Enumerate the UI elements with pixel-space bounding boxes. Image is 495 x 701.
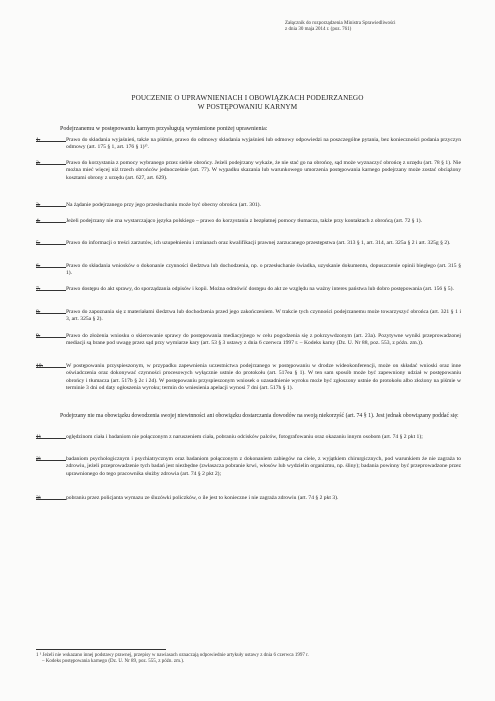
- obligation-item: [36, 495, 461, 502]
- right-item: [36, 160, 461, 182]
- right-text: Na żądanie podejrzanego przy jego przesłuchaniu może być obecny obrońca (art. 301).: [66, 202, 261, 208]
- header-line-2: z dnia 30 maja 2014 r. (poz. 761): [285, 27, 352, 32]
- right-text: Jeżeli podejrzany nie zna wystarczająco języka polskiego – prawo do korzystania z bezpłatnej pomocy tłumacza, także przy kontaktach z obrońcą (art. 72 § 1).: [66, 218, 422, 224]
- obligation-text: badaniom psychologicznym i psychiatrycznym oraz badaniom połączonym z dokonaniem zabiegów na ciele, z wyjątkiem chirurgicznych, pod warunkiem że nie zagraża to zdrowiu, jeżeli przeprowadzenie tych badań jest niezbędne (zwłaszcza pobranie krwi, włosów lub wydzielin organizmu, np. śliny); badania powinny być przeprowadzone przez uprawnionego do tego pracownika służby zdrowia (art. 74 § 2 pkt 2);: [66, 456, 461, 477]
- document-title: [40, 94, 455, 112]
- right-number: 2.: [36, 160, 41, 166]
- right-item: [36, 363, 461, 393]
- right-number: 4.: [36, 218, 41, 224]
- right-number: 8.: [36, 309, 41, 315]
- right-number: 1.: [36, 137, 41, 143]
- right-item: [36, 240, 450, 247]
- right-number: 7.: [36, 286, 41, 292]
- header-annotation: [285, 21, 485, 33]
- footnote: [36, 653, 466, 666]
- obligation-number: 2): [36, 456, 41, 462]
- obligation-number: 3): [36, 495, 41, 501]
- obligation-number: 1): [36, 434, 41, 440]
- footnote-line-2: – Kodeks postępowania karnego (Dz. U. Nr 89, poz. 555, z późn. zm.).: [42, 659, 185, 665]
- title-line-2: W POSTĘPOWANIU KARNYM: [197, 103, 298, 111]
- right-number: 3.: [36, 202, 41, 208]
- title-line-1: POUCZENIE O UPRAWNIENIACH I OBOWIĄZKACH PODEJRZANEGO: [131, 94, 364, 102]
- right-number: 10.: [36, 363, 43, 369]
- right-text: Prawo do składania wniosków o dokonanie czynności śledztwa lub dochodzenia, np. o przesłuchanie świadka, uzyskanie dokumentu, dopuszczenie opinii biegłego (art. 315 § 1).: [66, 263, 461, 277]
- obligation-item: [36, 434, 461, 441]
- right-text: W postępowaniu przyspieszonym, w przypadku zapewnienia uczestnictwa podejrzanego w postępowaniu w drodze wideokonferencji, może on składać wnioski oraz inne oświadczenia oraz dokonywać czynności procesowych wyłącznie ustnie do protokołu (art. 517ea § 1). W ten sam sposób może być zapewniony udział w postępowaniu obrońcy i tłumacza (art. 517b § 2c i 2d). W postępowaniu przyspieszonym wniosek o uzasadnienie wyroku może być zgłoszony ustnie do protokołu albo złożony na piśmie w terminie 3 dni od daty ogłoszenia wyroku; termin do wniesienia apelacji wynosi 7 dni (art. 517h § 1).: [66, 363, 461, 392]
- obligation-item: [36, 456, 461, 478]
- right-item: [36, 218, 422, 225]
- right-number: 9.: [36, 333, 41, 339]
- header-line-1: Załącznik do rozporządzenia Ministra Sprawiedliwości: [285, 21, 396, 26]
- right-item: [36, 309, 461, 324]
- right-text: Prawo do zapoznania się z materiałami śledztwa lub dochodzenia przed jego zakończeniem. W trakcie tych czynności podejrzanemu może towarzyszyć obrońca (art. 321 § 1 i 3, art. 325a § 2).: [66, 309, 461, 323]
- right-text: Prawo dostępu do akt sprawy, do sporządzania odpisów i kopii. Można odmówić dostępu do akt ze względu na ważny interes państwa lub dobro postępowania (art. 156 § 5).: [66, 286, 454, 292]
- obligation-text: pobraniu przez policjanta wymazu ze śluzówki policzków, o ile jest to konieczne i nie zagraża zdrowiu (art. 74 § 2 pkt 3).: [66, 495, 339, 501]
- right-item: [36, 333, 461, 348]
- right-item: [36, 263, 461, 278]
- right-text: Prawo do złożenia wniosku o skierowanie sprawy do postępowania mediacyjnego w celu pogodzenia się z pokrzywdzonym (art. 23a). Pozytywne wyniki przeprowadzonej mediacji są brane pod uwagę przez sąd przy wymiarze kary (art. 53 § 3 ustawy z dnia 6 czerwca 1997 r. – Kodeks karny (Dz. U. Nr 88, poz. 553, z późn. zm.)).: [66, 333, 461, 347]
- obligations-intro: Podejrzany nie ma obowiązku dowodzenia swojej niewinności ani obowiązku dostarczania dowodów na swoją niekorzyść (art. 74 § 1). Jest jednak obowiązany poddać się:: [60, 413, 459, 419]
- right-text: Prawo do składania wyjaśnień, także na piśmie, prawo do odmowy składania wyjaśnień lub odmowy odpowiedzi na poszczególne pytania, bez konieczności podania przyczyn odmowy (art. 175 § 1, art. 176 § 1)¹⁾.: [66, 137, 461, 151]
- right-text: Prawo do korzystania z pomocy wybranego przez siebie obrońcy. Jeżeli podejrzany wykaże, że nie stać go na obrońcę, sąd może wyznaczyć obrońcę z urzędu (art. 78 § 1). Nie można mieć więcej niż trzech obrońców jednocześnie (art. 77). W wypadku skazania lub warunkowego umorzenia postępowania karnego podejrzany może zostać obciążony kosztami obrony z urzędu (art. 627, art. 629).: [66, 160, 461, 181]
- right-item: [36, 202, 261, 209]
- right-item: [36, 137, 461, 152]
- intro-text: Podejrzanemu w postępowaniu karnym przysługują wymienione poniżej uprawnienia:: [60, 126, 268, 132]
- right-number: 6.: [36, 263, 41, 269]
- footnote-line-1: 1 ¹ Jeżeli nie wskazano innej podstawy prawnej, przepisy w nawiasach oznaczają odpowiednie artykuły ustawy z dnia 6 czerwca 1997 r.: [36, 653, 309, 658]
- obligation-text: oględzinom ciała i badaniom nie połączonym z naruszeniem ciała, pobraniu odcisków palców, fotografowaniu oraz okazaniu innym osobom (art. 74 § 2 pkt 1);: [66, 434, 423, 440]
- right-text: Prawo do informacji o treści zarzutów, ich uzupełnieniu i zmianach oraz kwalifikacji prawnej zarzucanego przestępstwa (art. 313 § 1, art. 314, art. 325a § 2 i art. 325g § 2).: [66, 240, 451, 246]
- footnote-divider: [36, 649, 166, 650]
- right-number: 5.: [36, 240, 41, 246]
- right-item: [36, 286, 454, 293]
